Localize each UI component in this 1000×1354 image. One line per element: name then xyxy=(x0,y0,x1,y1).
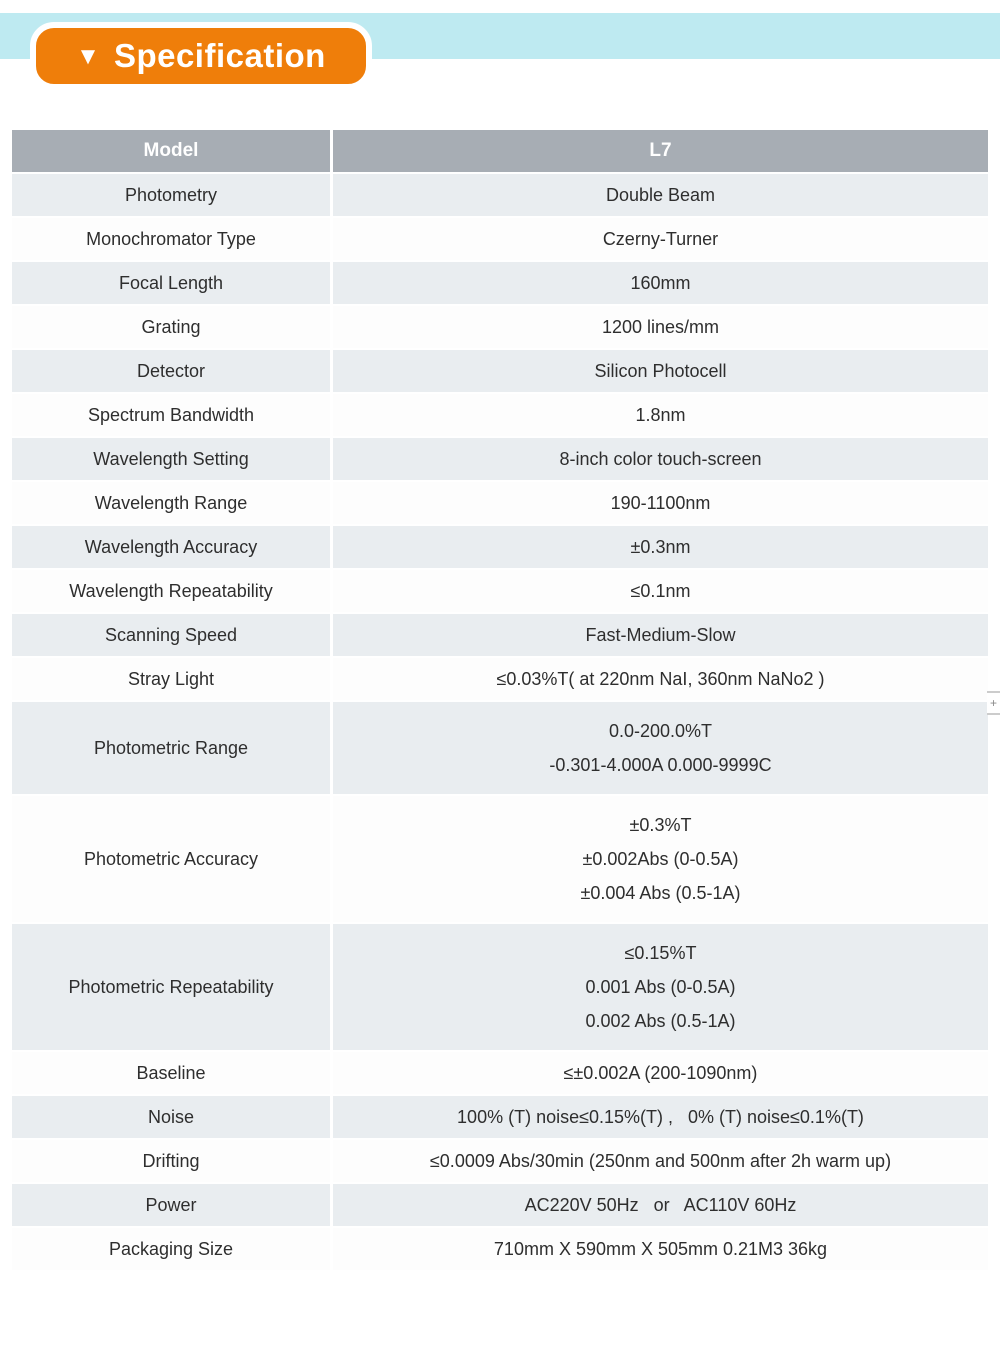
spec-label-cell: Noise xyxy=(12,1096,333,1140)
spec-label-cell: Grating xyxy=(12,306,333,350)
spec-row xyxy=(12,394,988,438)
spec-value-line: ≤0.1nm xyxy=(630,581,691,601)
spec-row xyxy=(12,1140,988,1184)
spec-value-cell xyxy=(333,262,988,306)
spec-row xyxy=(12,796,988,924)
spec-label-cell: Wavelength Accuracy xyxy=(12,526,333,570)
spec-value-cell xyxy=(333,1228,988,1272)
spec-value-cell xyxy=(333,1096,988,1140)
spec-value-line: Silicon Photocell xyxy=(594,361,727,381)
table-header-row xyxy=(12,130,988,174)
spec-value-line: Fast-Medium-Slow xyxy=(585,625,736,645)
spec-value-cell xyxy=(333,526,988,570)
spec-row xyxy=(12,658,988,702)
spec-value-line: 160mm xyxy=(630,273,691,293)
spec-value-line: 710mm X 590mm X 505mm 0.21M3 36kg xyxy=(493,1239,828,1259)
spec-value-line: ≤0.15%T xyxy=(624,943,697,963)
spec-row xyxy=(12,924,988,1052)
spec-label-cell: Photometry xyxy=(12,174,333,218)
spec-label-cell: Scanning Speed xyxy=(12,614,333,658)
spec-value-line: ±0.3%T xyxy=(629,815,692,835)
spec-value-line: 100% (T) noise≤0.15%(T) , 0% (T) noise≤0.1%(T) xyxy=(457,1107,864,1127)
spec-value-line: 1200 lines/mm xyxy=(601,317,720,337)
spec-row xyxy=(12,614,988,658)
spec-value-line: Czerny-Turner xyxy=(602,229,719,249)
model-name-header-cell: L7 xyxy=(333,130,988,174)
spec-value-line: 0.0-200.0%T xyxy=(608,721,713,741)
spec-value-line: ±0.004 Abs (0.5-1A) xyxy=(580,883,741,903)
spec-value-cell xyxy=(333,796,988,924)
spec-value-cell xyxy=(333,438,988,482)
spec-value-cell xyxy=(333,1140,988,1184)
spec-value-cell xyxy=(333,614,988,658)
spec-label-cell: Stray Light xyxy=(12,658,333,702)
spec-value-line: ±0.002Abs (0-0.5A) xyxy=(582,849,739,869)
spec-label-cell: Photometric Repeatability xyxy=(12,924,333,1052)
spec-row xyxy=(12,482,988,526)
spec-row xyxy=(12,262,988,306)
spec-row xyxy=(12,1228,988,1272)
spec-row xyxy=(12,570,988,614)
spec-value-cell xyxy=(333,174,988,218)
spec-label-cell: Wavelength Repeatability xyxy=(12,570,333,614)
spec-value-cell xyxy=(333,658,988,702)
spec-label-cell: Spectrum Bandwidth xyxy=(12,394,333,438)
spec-value-line: 0.002 Abs (0.5-1A) xyxy=(585,1011,736,1031)
triangle-down-icon: ▼ xyxy=(76,43,100,70)
spec-value-cell xyxy=(333,1052,988,1096)
spec-label-cell: Baseline xyxy=(12,1052,333,1096)
spec-label-cell: Drifting xyxy=(12,1140,333,1184)
spec-label-cell: Wavelength Setting xyxy=(12,438,333,482)
spec-value-line: -0.301-4.000A 0.000-9999C xyxy=(549,755,772,775)
spec-label-cell: Detector xyxy=(12,350,333,394)
model-header-cell: Model xyxy=(12,130,333,174)
spec-label-cell: Photometric Accuracy xyxy=(12,796,333,924)
spec-row xyxy=(12,174,988,218)
spec-value-cell xyxy=(333,306,988,350)
specification-badge xyxy=(30,22,372,90)
spec-value-cell xyxy=(333,1184,988,1228)
spec-value-line: 1.8nm xyxy=(635,405,686,425)
spec-row xyxy=(12,1096,988,1140)
spec-value-line: ≤0.0009 Abs/30min (250nm and 500nm after 2h warm up) xyxy=(429,1151,892,1171)
spec-value-line: 8-inch color touch-screen xyxy=(559,449,762,469)
spec-value-cell xyxy=(333,394,988,438)
spec-row xyxy=(12,1052,988,1096)
spec-label-cell: Power xyxy=(12,1184,333,1228)
specification-table xyxy=(12,130,988,1272)
spec-value-cell xyxy=(333,218,988,262)
spec-value-cell xyxy=(333,924,988,1052)
edge-zoom-control[interactable] xyxy=(987,691,1000,715)
spec-row xyxy=(12,526,988,570)
spec-row xyxy=(12,218,988,262)
spec-value-line: 0.001 Abs (0-0.5A) xyxy=(585,977,736,997)
spec-label-cell: Wavelength Range xyxy=(12,482,333,526)
spec-value-line: 190-1100nm xyxy=(610,493,711,513)
spec-row xyxy=(12,306,988,350)
spec-value-line: ±0.3nm xyxy=(630,537,691,557)
spec-label-cell: Photometric Range xyxy=(12,702,333,796)
spec-row xyxy=(12,702,988,796)
spec-value-line: ≤±0.002A (200-1090nm) xyxy=(563,1063,758,1083)
spec-row xyxy=(12,350,988,394)
spec-value-line: ≤0.03%T( at 220nm NaI, 360nm NaNo2 ) xyxy=(496,669,825,689)
spec-row xyxy=(12,438,988,482)
spec-value-cell xyxy=(333,350,988,394)
spec-label-cell: Monochromator Type xyxy=(12,218,333,262)
section-title: Specification xyxy=(113,37,326,74)
plus-icon[interactable]: + xyxy=(989,696,997,710)
spec-value-cell xyxy=(333,570,988,614)
spec-row xyxy=(12,1184,988,1228)
spec-label-cell: Packaging Size xyxy=(12,1228,333,1272)
spec-value-line: Double Beam xyxy=(605,185,716,205)
spec-value-line: AC220V 50Hz or AC110V 60Hz xyxy=(524,1195,797,1215)
spec-label-cell: Focal Length xyxy=(12,262,333,306)
spec-value-cell xyxy=(333,702,988,796)
spec-value-cell xyxy=(333,482,988,526)
